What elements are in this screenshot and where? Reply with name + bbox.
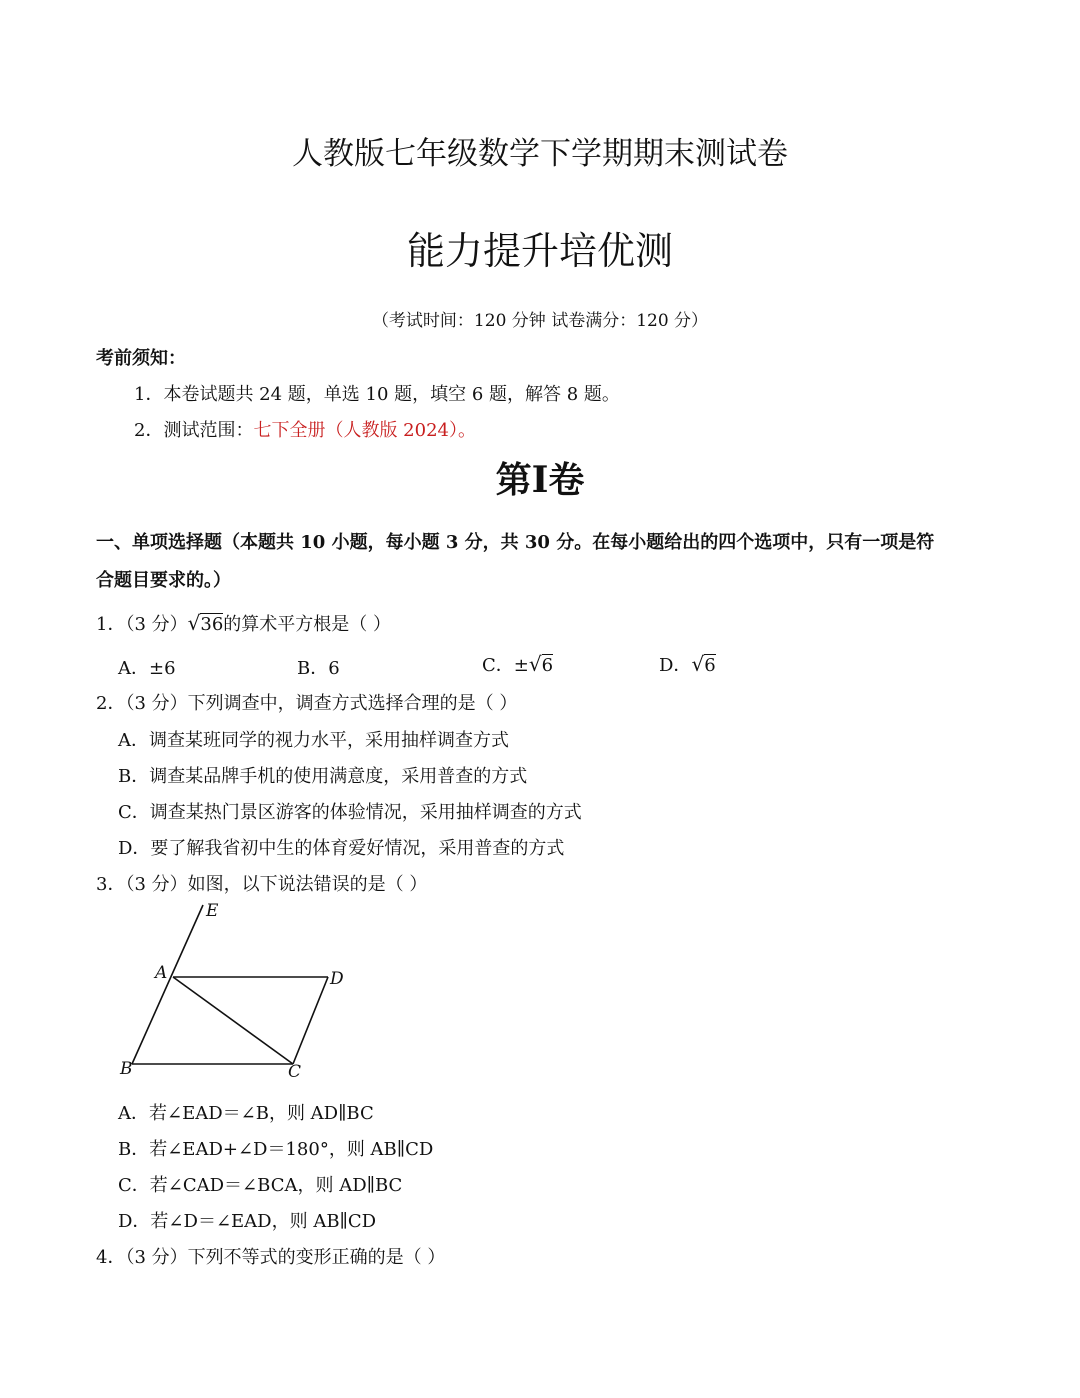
notice-item-2 — [134, 416, 476, 442]
label-d: D — [330, 969, 344, 989]
label-c: C — [288, 1062, 302, 1082]
question-2-stem: 2．（3 分）下列调查中，调查方式选择合理的是（ ） — [96, 693, 518, 714]
notice-item-2-scope: 七下全册（人教版 2024）。 — [253, 420, 476, 441]
question-4-stem: 4．（3 分）下列不等式的变形正确的是（ ） — [96, 1247, 446, 1268]
notice-label: 考前须知： — [96, 348, 186, 369]
label-a: A — [155, 963, 168, 983]
segment-ac — [173, 977, 293, 1064]
notice-item-2-prefix: 2．测试范围： — [134, 420, 254, 441]
q2-option-a: A．调查某班同学的视力水平，采用抽样调查方式 — [118, 730, 509, 751]
q2-option-b: B．调查某品牌手机的使用满意度，采用普查的方式 — [118, 766, 528, 787]
label-e: E — [206, 901, 219, 921]
paper-title: 人教版七年级数学下学期期末测试卷 — [292, 136, 788, 172]
q1-option-d-prefix: D． — [659, 655, 692, 676]
q1-option-d — [659, 651, 716, 677]
q2-option-d: D．要了解我省初中生的体育爱好情况，采用普查的方式 — [118, 838, 565, 859]
q1-suffix: 的算术平方根是（ ） — [223, 614, 392, 635]
q3-option-d: D．若∠D＝∠EAD，则 AB∥CD — [118, 1211, 377, 1232]
q1-radicand: 36 — [200, 614, 224, 635]
q1-option-c — [482, 651, 553, 677]
segment-dc — [293, 977, 328, 1064]
q3-option-a: A．若∠EAD＝∠B，则 AD∥BC — [118, 1103, 374, 1124]
question-1-stem — [96, 610, 391, 636]
sqrt-symbol: √ — [187, 611, 201, 635]
q2-option-c: C．调查某热门景区游客的体验情况，采用抽样调查的方式 — [118, 802, 582, 823]
q1-option-c-radicand: 6 — [541, 655, 554, 676]
part1-heading-line1: 一、单项选择题（本题共 10 小题，每小题 3 分，共 30 分。在每小题给出的四个选项中，只有一项是符 — [96, 532, 935, 553]
q1-option-b: B．6 — [297, 658, 340, 679]
label-b: B — [120, 1059, 133, 1079]
q3-option-b: B．若∠EAD+∠D＝180°，则 AB∥CD — [118, 1139, 434, 1160]
notice-item-1: 1．本卷试题共 24 题，单选 10 题，填空 6 题，解答 8 题。 — [134, 384, 620, 405]
sqrt-symbol: √ — [691, 652, 705, 676]
q1-option-d-radicand: 6 — [704, 655, 716, 676]
sqrt-symbol: √ — [528, 652, 542, 676]
q1-option-a: A．±6 — [118, 658, 176, 679]
line-be — [132, 905, 203, 1064]
q1-prefix: 1．（3 分） — [96, 614, 188, 635]
q1-option-c-prefix: C．± — [482, 655, 529, 676]
q3-option-c: C．若∠CAD＝∠BCA，则 AD∥BC — [118, 1175, 403, 1196]
section-title: 第I卷 — [495, 459, 585, 501]
q3-geometry-figure — [110, 895, 370, 1085]
exam-info: （考试时间：120 分钟 试卷满分：120 分） — [371, 311, 709, 331]
question-3-stem: 3．（3 分）如图，以下说法错误的是（ ） — [96, 874, 428, 895]
paper-subtitle: 能力提升培优测 — [406, 229, 673, 273]
part1-heading-line2: 合题目要求的。） — [96, 570, 231, 591]
